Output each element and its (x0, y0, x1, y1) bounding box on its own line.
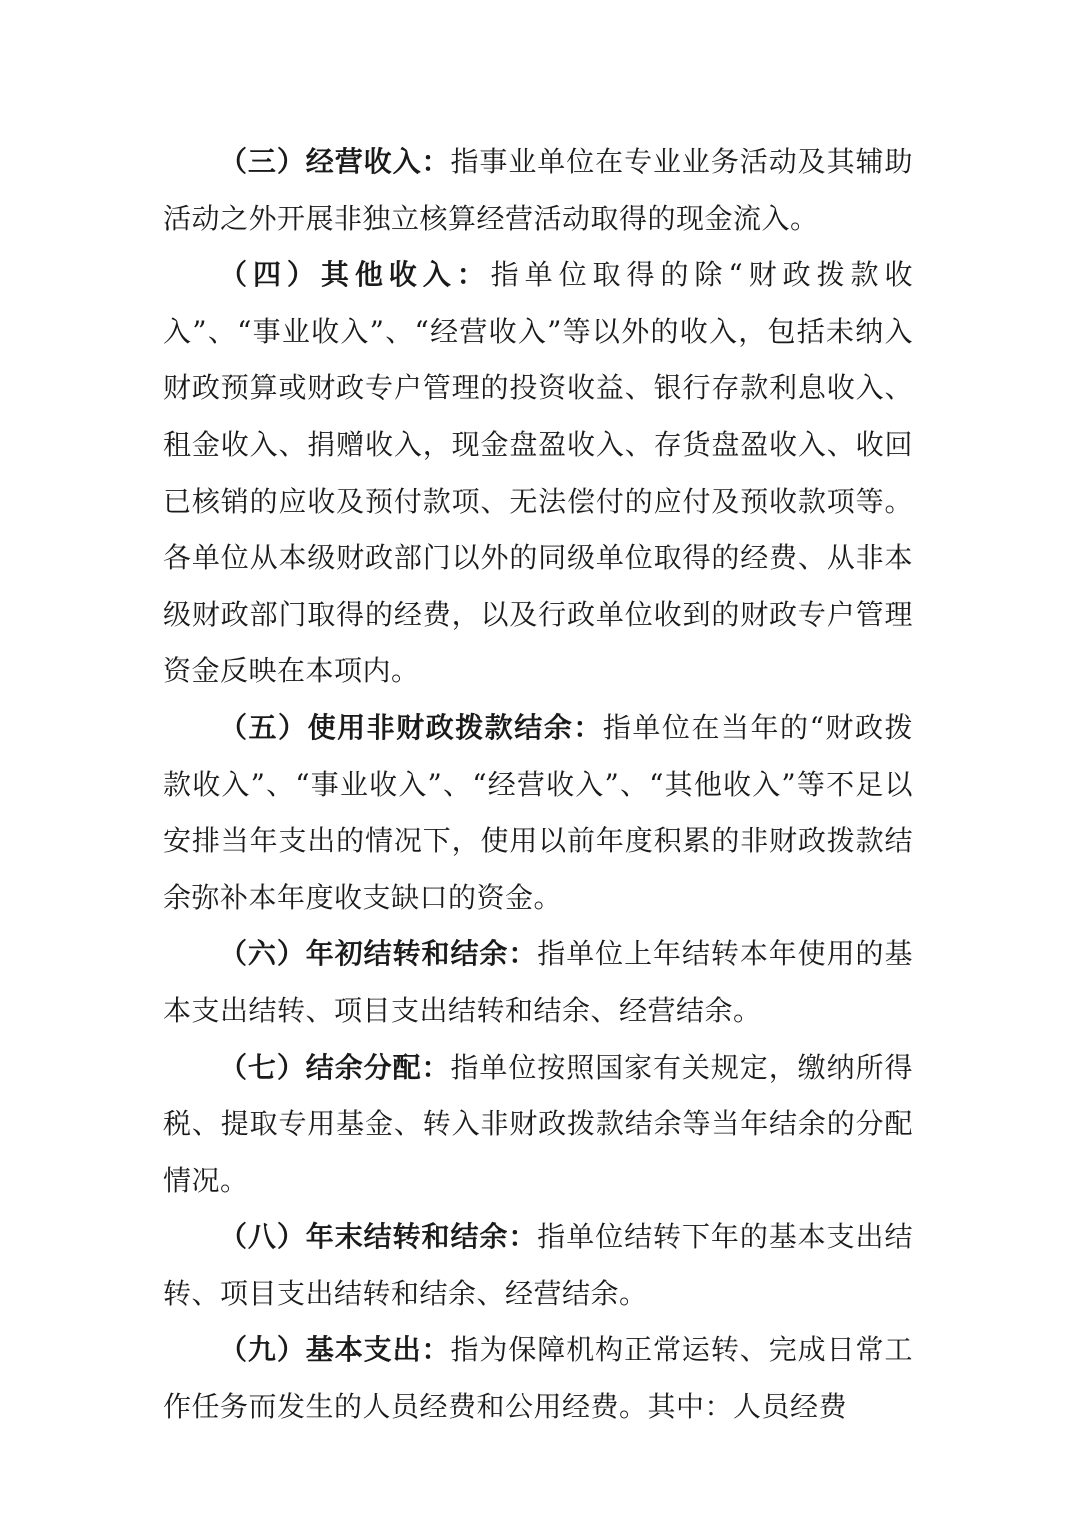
paragraph-operating-income (163, 134, 913, 247)
paragraph-surplus-distribution (163, 1040, 913, 1210)
paragraph-non-fiscal-surplus (163, 700, 913, 926)
paragraph-text: 指单位按照国家有关规定，缴纳所得税、提取专用基金、转入非财政拨款结余等当年结余的分配情况。 (163, 1050, 913, 1197)
paragraph-term: （四）其他收入： (219, 258, 491, 292)
paragraph-closing-balance (163, 1209, 913, 1322)
paragraph-text: 指为保障机构正常运转、完成日常工作任务而发生的人员经费和公用经费。其中：人员经费 (163, 1333, 913, 1424)
paragraph-term: （八）年末结转和结余： (219, 1220, 538, 1254)
paragraph-other-income (163, 247, 913, 700)
paragraph-opening-balance (163, 926, 913, 1039)
paragraph-basic-expenditure (163, 1322, 913, 1435)
paragraph-text: 指单位取得的除“财政拨款收入”、“事业收入”、“经营收入”等以外的收入，包括未纳入财政预算或财政专户管理的投资收益、银行存款利息收入、租金收入、捐赠收入，现金盘盈收入、存货盘盈收入、收回已核销的应收及预付款项、无法偿付的应付及预收款项等。各单位从本级财政部门以外的同级单位取得的经费、从非本级财政部门取得的经费，以及行政单位收到的财政专户管理资金反映在本项内。 (163, 258, 913, 688)
paragraph-text: 指事业单位在专业业务活动及其辅助活动之外开展非独立核算经营活动取得的现金流入。 (163, 145, 913, 235)
paragraph-text: 指单位结转下年的基本支出结转、项目支出结转和结余、经营结余。 (163, 1220, 913, 1310)
paragraph-text: 指单位上年结转本年使用的基本支出结转、项目支出结转和结余、经营结余。 (163, 937, 913, 1027)
paragraph-term: （三）经营收入： (219, 145, 451, 178)
paragraph-term: （五）使用非财政拨款结余： (219, 710, 603, 744)
paragraph-term: （六）年初结转和结余： (219, 937, 538, 971)
paragraph-term: （九）基本支出： (219, 1333, 451, 1367)
paragraph-text: 指单位在当年的“财政拨款收入”、“事业收入”、“经营收入”、“其他收入”等不足以安排当年支出的情况下，使用以前年度积累的非财政拨款结余弥补本年度收支缺口的资金。 (163, 710, 913, 914)
document-body (163, 134, 913, 1436)
paragraph-term: （七）结余分配： (219, 1050, 451, 1084)
